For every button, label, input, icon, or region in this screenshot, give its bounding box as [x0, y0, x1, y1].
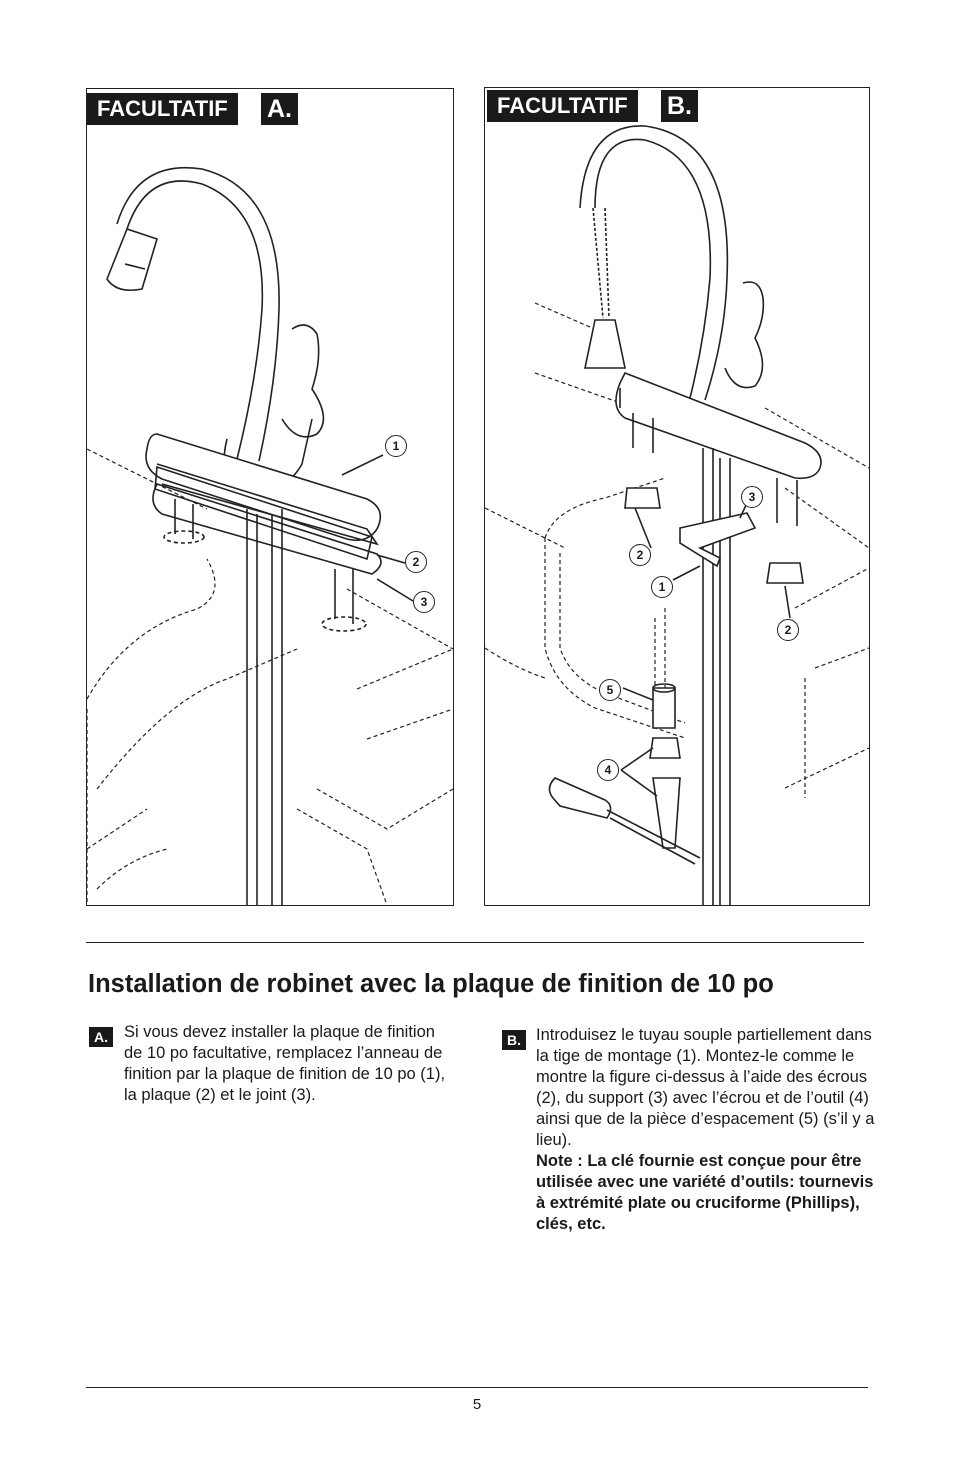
step-b-note: Note : La clé fournie est conçue pour être utilisée avec une variété d’outils: tournevis à extrémité plate ou cruciforme (Phillips), clés, etc.: [536, 1152, 874, 1233]
callout-mounting-shank: 1: [651, 576, 673, 598]
illustration-panel-a: [86, 88, 454, 906]
callout-nut-and-tool: 4: [597, 759, 619, 781]
callout-spacer: 5: [599, 679, 621, 701]
callout-gasket: 3: [413, 591, 435, 613]
optional-tag-a: FACULTATIF: [87, 93, 238, 125]
callout-bracket: 3: [741, 486, 763, 508]
callout-plate: 2: [405, 551, 427, 573]
illustration-panel-b: [484, 87, 870, 906]
panel-letter-a: A.: [261, 93, 298, 125]
faucet-mounting-illustration-b: [485, 88, 869, 905]
step-text-a: [124, 1022, 454, 1106]
step-b-instructions: Introduisez le tuyau souple partiellement dans la tige de montage (1). Montez-le comme le montre la figure ci-dessus à l’aide des écrous (2), du support (3) avec l’écrou et de l’outil (4) ainsi que de la pièce d’espacement (5) (s’il y a lieu).: [536, 1026, 875, 1149]
callout-nut-left: 2: [629, 544, 651, 566]
footer-divider: [86, 1387, 868, 1388]
callout-escutcheon-plate: 1: [385, 435, 407, 457]
section-divider: [86, 942, 864, 943]
panel-letter-b: B.: [661, 90, 698, 122]
callout-nut-right: 2: [777, 619, 799, 641]
section-heading: Installation de robinet avec la plaque de finition de 10 po: [88, 970, 774, 998]
step-a-instructions: Si vous devez installer la plaque de finition de 10 po facultative, remplacez l’anneau de finition par la plaque de finition de 10 po (1), la plaque (2) et le joint (3).: [124, 1023, 446, 1104]
step-badge-a: A.: [89, 1027, 113, 1047]
faucet-escutcheon-illustration-a: [87, 89, 453, 905]
optional-tag-b: FACULTATIF: [487, 90, 638, 122]
step-badge-b: B.: [502, 1030, 526, 1050]
step-text-b: [536, 1025, 881, 1235]
page-number: 5: [472, 1396, 482, 1413]
